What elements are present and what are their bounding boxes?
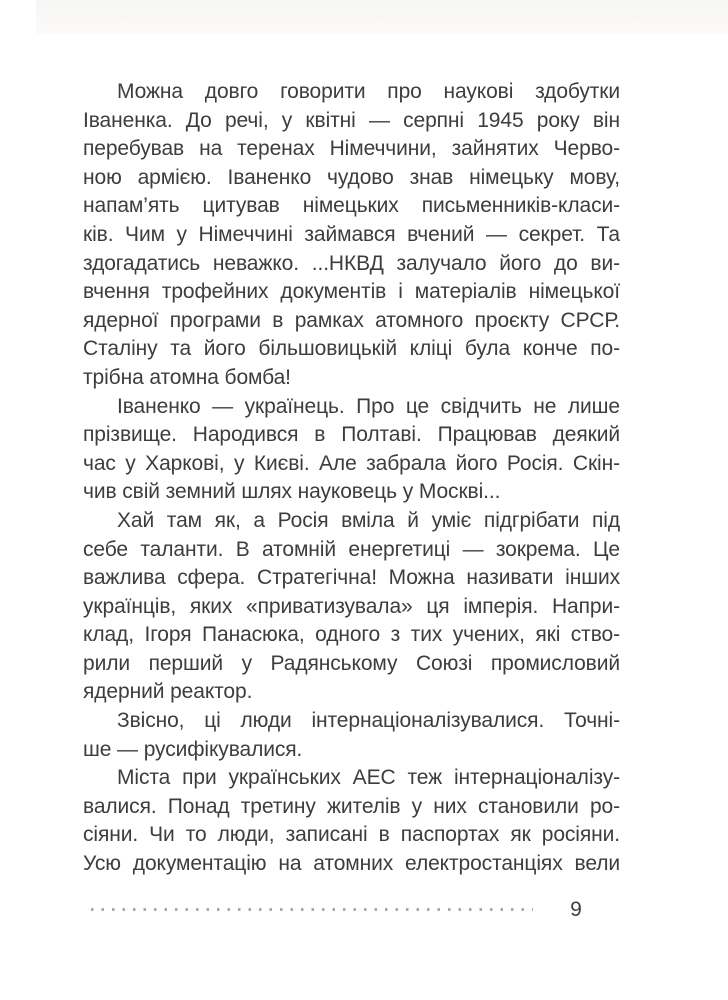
text-line: Міста при українських АЕС теж інтернаціоналізу-	[117, 766, 620, 790]
text-line: клад, Ігоря Панасюка, одного з тих учених, які ство-	[83, 623, 620, 647]
text-line: прізвище. Народився в Полтаві. Працював деякий	[83, 423, 620, 447]
text-line: перебував на теренах Німеччини, зайнятих Черво-	[83, 137, 620, 161]
text-line: напам’ять цитував німецьких письменників-класи-	[83, 194, 620, 218]
text-line: Іваненка. До речі, у квітні — серпні 1945 року він	[83, 108, 620, 132]
text-line: Можна довго говорити про наукові здобутки	[117, 80, 620, 103]
text-line: валися. Понад третину жителів у них становили ро-	[83, 794, 620, 818]
text-line: ядерний реактор.	[83, 680, 253, 704]
text-line: ною армією. Іваненко чудово знав німецьку мову,	[83, 165, 620, 189]
page-number: 9	[570, 898, 582, 921]
text-line: Хай там як, а Росія вміла й уміє підгрібати під	[117, 508, 620, 532]
text-line: ядерної програми в рамках атомного проєкту СРСР.	[83, 308, 620, 332]
text-line: здогадатись неважко. ...НКВД залучало його до ви-	[83, 251, 620, 275]
page-text	[83, 78, 620, 879]
text-line: ків. Чим у Німеччині займався вчений — секрет. Та	[83, 222, 620, 246]
footer-dotted-rule	[91, 908, 533, 911]
text-line: Усю документацію на атомних електростанціях вели	[83, 852, 620, 876]
text-line: сіяни. Чи то люди, записані в паспортах як росіяни.	[83, 823, 620, 847]
text-line: ше — русифікувалися.	[83, 737, 303, 761]
text-line: Сталіну та його більшовицькій кліці була конче по-	[83, 337, 620, 361]
text-line: чив свій земний шлях науковець у Москві...	[83, 480, 501, 504]
text-line: трібна атомна бомба!	[83, 365, 291, 389]
text-line: Звісно, ці люди інтернаціоналізувалися. Точні-	[117, 709, 620, 733]
text-line: українців, яких «приватизувала» ця імперія. Напри-	[83, 594, 620, 618]
scan-artifact-band	[36, 0, 728, 34]
text-line: вчення трофейних документів і матеріалів німецької	[83, 280, 620, 304]
text-line: час у Харкові, у Києві. Але забрала його Росія. Скін-	[83, 451, 620, 475]
text-line: Іваненко — українець. Про це свідчить не лише	[117, 394, 620, 418]
text-line: важлива сфера. Стратегічна! Можна називати інших	[83, 566, 620, 590]
text-line: себе таланти. В атомній енергетиці — зокрема. Це	[83, 537, 620, 561]
text-line: рили перший у Радянському Союзі промисловий	[83, 651, 620, 675]
